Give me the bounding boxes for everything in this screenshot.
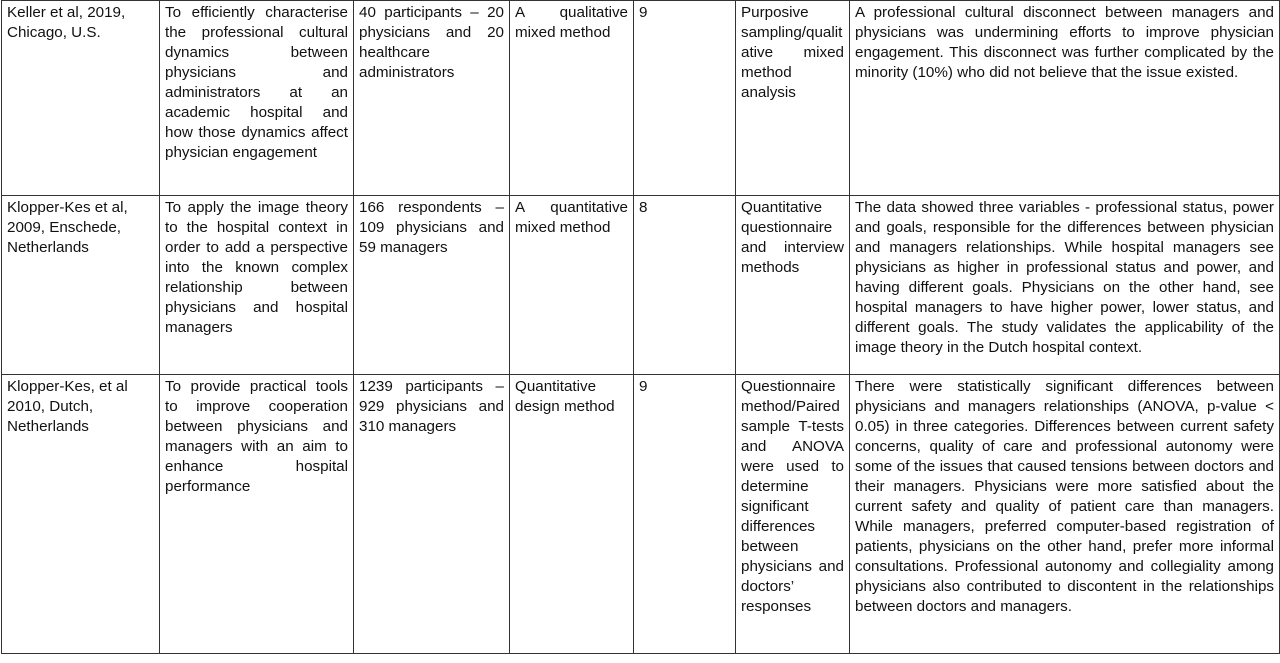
table-row — [2, 375, 1280, 654]
aim-cell: To efficiently characterise the professional cultural dynamics between physicians and administrators at an academic hospital and how those dynamics affect physician engagement — [160, 1, 354, 196]
participants-cell: 166 respondents – 109 physicians and 59 managers — [354, 196, 510, 375]
study-cell: Klopper-Kes, et al 2010, Dutch, Netherlands — [2, 375, 160, 654]
findings-cell: A professional cultural disconnect between managers and physicians was undermining efforts to improve physician engagement. This disconnect was further complicated by the minority (10%) who did not believe that the issue existed. — [850, 1, 1280, 196]
study-cell: Klopper-Kes et al, 2009, Enschede, Netherlands — [2, 196, 160, 375]
method-cell: Purposive sampling/qualitative mixed method analysis — [736, 1, 850, 196]
table-row — [2, 1, 1280, 196]
method-cell: Quantitative questionnaire and interview methods — [736, 196, 850, 375]
score-cell: 9 — [634, 375, 736, 654]
aim-cell: To apply the image theory to the hospital context in order to add a perspective into the known complex relationship between physicians and hospital managers — [160, 196, 354, 375]
literature-review-table — [1, 0, 1280, 654]
method-cell: Questionnaire method/Paired sample T-tests and ANOVA were used to determine significant differences between physicians and doctors’ responses — [736, 375, 850, 654]
findings-cell: The data showed three variables - professional status, power and goals, responsible for the differences between physician and managers relationships. While hospital managers see physicians as higher in professional status and power, and having different goals. Physicians on the other hand, see hospital managers to have higher power, lower status, and different goals. The study validates the applicability of the image theory in the Dutch hospital context. — [850, 196, 1280, 375]
participants-cell: 1239 participants – 929 physicians and 310 managers — [354, 375, 510, 654]
score-cell: 9 — [634, 1, 736, 196]
score-cell: 8 — [634, 196, 736, 375]
participants-cell: 40 participants – 20 physicians and 20 healthcare administrators — [354, 1, 510, 196]
aim-cell: To provide practical tools to improve cooperation between physicians and managers with an aim to enhance hospital performance — [160, 375, 354, 654]
study-cell: Keller et al, 2019, Chicago, U.S. — [2, 1, 160, 196]
table-row — [2, 196, 1280, 375]
design-cell: Quantitative design method — [510, 375, 634, 654]
design-cell: A quantitative mixed method — [510, 196, 634, 375]
design-cell: A qualitative mixed method — [510, 1, 634, 196]
findings-cell: There were statistically significant differences between physicians and managers relationships (ANOVA, p-value < 0.05) in three categories. Differences between current safety concerns, quality of care and professional autonomy were some of the issues that caused tensions between doctors and their managers. Physicians were more satisfied about the current safety and quality of patient care than managers. While managers, preferred computer-based registration of patients, physicians on the other hand, prefer more informal consultations. Professional autonomy and collegiality among physicians also contributed to discontent in the relationships between doctors and managers. — [850, 375, 1280, 654]
